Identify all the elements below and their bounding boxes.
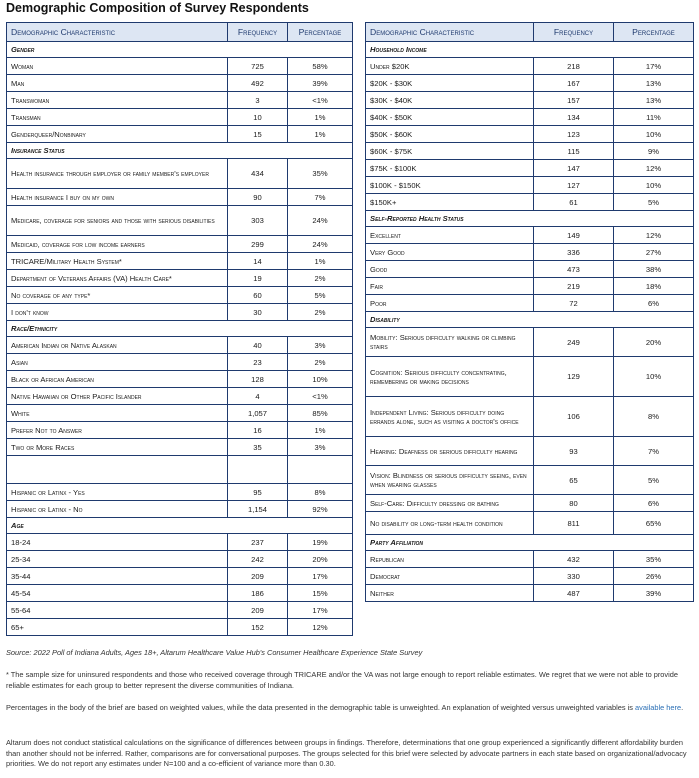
table-row [7,236,353,253]
row-percentage: 20% [614,328,694,357]
row-percentage: 24% [288,206,353,236]
row-percentage: 12% [614,227,694,244]
table-row [366,244,694,261]
row-percentage: 12% [614,160,694,177]
row-frequency: 16 [228,422,288,439]
row-label: $20K - $30K [366,75,534,92]
section-title: Gender [7,42,353,58]
row-label: $150K+ [366,194,534,211]
table-row [366,568,694,585]
table-row [366,109,694,126]
table-row [7,304,353,321]
demographic-table-right [365,22,694,602]
weighting-note [6,703,694,714]
row-label: Republican [366,551,534,568]
row-frequency: 492 [228,75,288,92]
row-percentage: 13% [614,92,694,109]
row-frequency: 35 [228,439,288,456]
row-percentage: 6% [614,495,694,512]
row-label: Medicaid, coverage for low income earners [7,236,228,253]
row-percentage: 5% [288,287,353,304]
row-label: Hispanic or Latinx - No [7,501,228,518]
table-row [366,295,694,312]
table-row [366,126,694,143]
table-row [7,585,353,602]
table-row [7,92,353,109]
row-percentage: 35% [614,551,694,568]
row-frequency: 123 [534,126,614,143]
row-label: Vision: Blindness or serious difficulty seeing, even when wearing glasses [366,466,534,495]
row-label: $30K - $40K [366,92,534,109]
table-row [7,75,353,92]
table-row [366,194,694,211]
row-percentage: 5% [614,194,694,211]
row-label: Under $20K [366,58,534,75]
row-label: American Indian or Native Alaskan [7,337,228,354]
row-label: 45-54 [7,585,228,602]
row-label: 55-64 [7,602,228,619]
row-percentage: 35% [288,159,353,189]
row-percentage: 6% [614,295,694,312]
row-percentage: 17% [288,568,353,585]
row-percentage: 10% [288,371,353,388]
row-percentage: 20% [288,551,353,568]
table-row [7,206,353,236]
row-label: Medicare, coverage for seniors and those with serious disabilities [7,206,228,236]
row-percentage: 3% [288,439,353,456]
row-frequency: 167 [534,75,614,92]
table-row [7,405,353,422]
row-percentage: 26% [614,568,694,585]
table-header-row [366,23,694,42]
row-frequency: 303 [228,206,288,236]
row-percentage [288,456,353,484]
row-percentage: 2% [288,304,353,321]
table-row [7,602,353,619]
weighting-text: Percentages in the body of the brief are based on weighted values, while the data presented in the demographic table is unweighted. An explanation of weighted versus unweighted variables is [6,703,636,712]
row-percentage: 9% [614,143,694,160]
section-title: Household Income [366,42,694,58]
page-title: Demographic Composition of Survey Respondents [6,1,309,15]
row-frequency: 4 [228,388,288,405]
row-frequency: 157 [534,92,614,109]
row-frequency: 23 [228,354,288,371]
table-row [366,397,694,437]
row-percentage: 38% [614,261,694,278]
row-label: Health insurance I buy on my own [7,189,228,206]
row-label: Self-Care: Difficulty dressing or bathing [366,495,534,512]
header-characteristic: Demographic Characteristic [366,23,534,42]
table-row [366,160,694,177]
table-row [7,189,353,206]
row-label: Native Hawaiian or Other Pacific Islander [7,388,228,405]
row-label: Man [7,75,228,92]
row-label: $50K - $60K [366,126,534,143]
source-text: Source: 2022 Poll of Indiana Adults, Ages 18+, Altarum Healthcare Value Hub's Consumer Healthcare Experience State Survey [6,648,423,657]
row-label: Independent Living: Serious difficulty doing errands alone, such as visiting a doctor's office [366,397,534,437]
row-frequency: 242 [228,551,288,568]
row-percentage: 1% [288,253,353,270]
row-percentage: 18% [614,278,694,295]
row-percentage: 17% [614,58,694,75]
row-frequency: 115 [534,143,614,160]
table-row [366,143,694,160]
row-label: Democrat [366,568,534,585]
section-title: Age [7,518,353,534]
table-row [366,328,694,357]
table-row [7,388,353,405]
row-percentage: 15% [288,585,353,602]
row-percentage: 39% [288,75,353,92]
table-row [7,109,353,126]
table-row [7,159,353,189]
row-label: White [7,405,228,422]
table-row [366,585,694,602]
table-row [366,92,694,109]
table-row [366,512,694,535]
row-label: Transman [7,109,228,126]
table-row [7,354,353,371]
row-percentage: 1% [288,126,353,143]
row-frequency: 129 [534,357,614,397]
row-frequency: 10 [228,109,288,126]
row-percentage: 1% [288,109,353,126]
table-row [7,422,353,439]
header-percentage: Percentage [614,23,694,42]
row-label: I don't know [7,304,228,321]
section-header-row [7,143,353,159]
row-percentage: 11% [614,109,694,126]
row-frequency: 336 [534,244,614,261]
table-row [366,58,694,75]
section-header-row [366,211,694,227]
row-frequency: 72 [534,295,614,312]
row-label: 25-34 [7,551,228,568]
row-label: $75K - $100K [366,160,534,177]
table-row [7,619,353,636]
row-label: Health insurance through employer or family member's employer [7,159,228,189]
row-label: Mobility: Serious difficulty walking or climbing stairs [366,328,534,357]
row-percentage: <1% [288,92,353,109]
row-frequency: 218 [534,58,614,75]
section-title: Party Affiliation [366,535,694,551]
row-frequency: 434 [228,159,288,189]
row-label [7,456,228,484]
table-row [7,371,353,388]
row-frequency: 487 [534,585,614,602]
row-label: Prefer Not to Answer [7,422,228,439]
table-row [7,287,353,304]
row-percentage: 27% [614,244,694,261]
row-percentage: 7% [288,189,353,206]
row-frequency: 1,057 [228,405,288,422]
row-percentage: 12% [288,619,353,636]
table-row [366,551,694,568]
row-frequency: 725 [228,58,288,75]
row-frequency: 15 [228,126,288,143]
demographic-table-left [6,22,353,636]
row-label: Cognition: Serious difficulty concentrating, remembering or making decisions [366,357,534,397]
row-frequency: 237 [228,534,288,551]
section-header-row [7,518,353,534]
footnote [6,670,694,691]
header-characteristic: Demographic Characteristic [7,23,228,42]
row-frequency: 65 [534,466,614,495]
row-label: Transwoman [7,92,228,109]
row-percentage: 8% [614,397,694,437]
weighting-end: . [681,703,684,712]
table-row [7,58,353,75]
table-row [366,278,694,295]
row-frequency: 330 [534,568,614,585]
section-header-row [7,321,353,337]
row-label: Department of Veterans Affairs (VA) Health Care* [7,270,228,287]
row-label: $40K - $50K [366,109,534,126]
row-percentage: 13% [614,75,694,92]
row-frequency: 432 [534,551,614,568]
row-frequency: 473 [534,261,614,278]
table-row [366,227,694,244]
row-label: Excellent [366,227,534,244]
row-frequency: 209 [228,602,288,619]
table-row [7,126,353,143]
row-frequency: 14 [228,253,288,270]
row-label: Hispanic or Latinx - Yes [7,484,228,501]
row-percentage: 92% [288,501,353,518]
row-frequency: 147 [534,160,614,177]
row-label: Good [366,261,534,278]
row-frequency: 811 [534,512,614,535]
table-row [366,357,694,397]
row-label: 65+ [7,619,228,636]
row-label: Woman [7,58,228,75]
row-frequency: 90 [228,189,288,206]
table-row [7,484,353,501]
row-frequency: 209 [228,568,288,585]
section-title: Disability [366,312,694,328]
row-percentage: 10% [614,177,694,194]
row-label: 18-24 [7,534,228,551]
table-row [7,501,353,518]
footnote-text: * The sample size for uninsured respondents and those who received coverage through TRICARE and/or the VA was not large enough to report reliable estimates. We regret that we were not able to provide reliable estimates for each group to better represent the diverse communities of Indiana. [6,670,678,690]
row-frequency: 249 [534,328,614,357]
table-body [366,42,694,602]
row-percentage: 8% [288,484,353,501]
table-row [366,261,694,278]
row-label: Hearing: Deafness or serious difficulty hearing [366,437,534,466]
row-frequency: 186 [228,585,288,602]
table-row [366,177,694,194]
row-percentage: 19% [288,534,353,551]
row-label: Very Good [366,244,534,261]
row-label: No disability or long-term health condition [366,512,534,535]
row-percentage: 39% [614,585,694,602]
row-percentage: 58% [288,58,353,75]
row-percentage: 65% [614,512,694,535]
row-label: No coverage of any type* [7,287,228,304]
disclaimer-note [6,738,694,770]
row-label: Poor [366,295,534,312]
row-label: Genderqueer/Nonbinary [7,126,228,143]
row-percentage: 24% [288,236,353,253]
row-frequency: 30 [228,304,288,321]
row-percentage: 10% [614,357,694,397]
row-frequency: 106 [534,397,614,437]
row-frequency: 219 [534,278,614,295]
row-percentage: 2% [288,354,353,371]
table-row [7,551,353,568]
table-header-row [7,23,353,42]
row-frequency: 127 [534,177,614,194]
section-header-row [366,535,694,551]
row-frequency [228,456,288,484]
row-frequency: 60 [228,287,288,304]
row-frequency: 95 [228,484,288,501]
blank-row [7,456,353,484]
row-frequency: 80 [534,495,614,512]
section-header-row [366,42,694,58]
row-label: Fair [366,278,534,295]
table-row [7,337,353,354]
section-title: Race/Ethnicity [7,321,353,337]
row-percentage: 5% [614,466,694,495]
row-percentage: 17% [288,602,353,619]
row-frequency: 149 [534,227,614,244]
row-frequency: 61 [534,194,614,211]
row-frequency: 134 [534,109,614,126]
row-frequency: 152 [228,619,288,636]
row-label: Asian [7,354,228,371]
row-percentage: <1% [288,388,353,405]
row-percentage: 7% [614,437,694,466]
row-frequency: 93 [534,437,614,466]
table-row [366,466,694,495]
row-frequency: 299 [228,236,288,253]
section-header-row [7,42,353,58]
row-label: TRICARE/Military Health System* [7,253,228,270]
row-percentage: 1% [288,422,353,439]
row-frequency: 19 [228,270,288,287]
row-label: Neither [366,585,534,602]
table-row [7,568,353,585]
row-percentage: 10% [614,126,694,143]
section-header-row [366,312,694,328]
row-label: Two or More Races [7,439,228,456]
table-row [366,75,694,92]
row-label: $100K - $150K [366,177,534,194]
table-row [366,495,694,512]
row-frequency: 40 [228,337,288,354]
table-row [7,270,353,287]
table-body [7,42,353,636]
row-percentage: 2% [288,270,353,287]
section-title: Self-Reported Health Status [366,211,694,227]
row-percentage: 3% [288,337,353,354]
section-title: Insurance Status [7,143,353,159]
table-row [366,437,694,466]
row-frequency: 1,154 [228,501,288,518]
available-here-link[interactable]: available here [635,703,682,712]
header-frequency: Frequency [228,23,288,42]
row-label: $60K - $75K [366,143,534,160]
table-row [7,439,353,456]
row-frequency: 3 [228,92,288,109]
disclaimer-text: Altarum does not conduct statistical calculations on the significance of differences between groups in findings. Therefore, determinations that one group experienced a significantly different affordability burden than another should not be inferred. Rather, comparisons are for conversational purposes. The groups selected for this brief were selected by advocate partners in each state based on organizational/advocacy priorities. We do not report any estimates under N=100 and a co-efficient of variance more than 0.30. [6,738,687,768]
row-frequency: 128 [228,371,288,388]
source-note [6,648,694,659]
row-label: Black or African American [7,371,228,388]
header-percentage: Percentage [288,23,353,42]
header-frequency: Frequency [534,23,614,42]
table-row [7,253,353,270]
row-label: 35-44 [7,568,228,585]
row-percentage: 85% [288,405,353,422]
table-row [7,534,353,551]
